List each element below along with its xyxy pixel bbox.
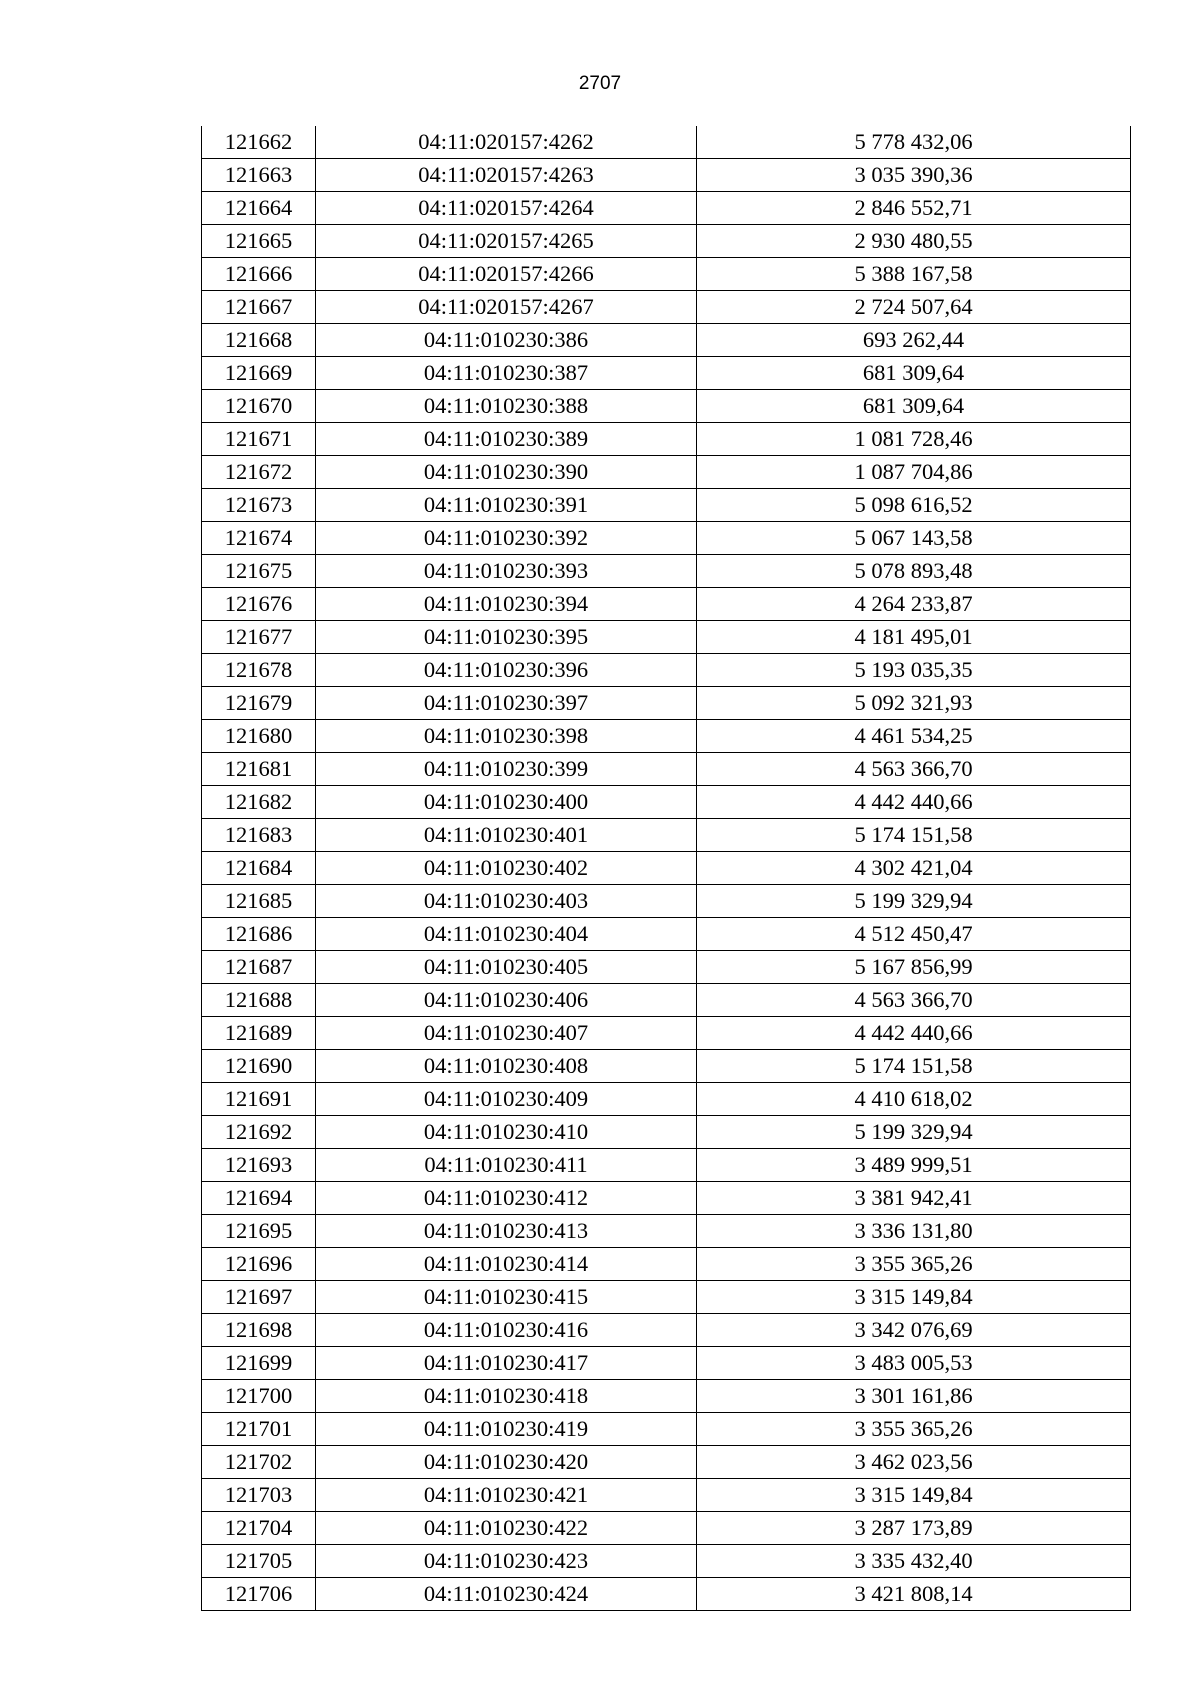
value-cell: 681 309,64 [697, 357, 1131, 390]
table-row [202, 1413, 1131, 1446]
cadastral-number-cell: 04:11:010230:390 [316, 456, 697, 489]
row-number-cell: 121666 [202, 258, 316, 291]
row-number-cell: 121662 [202, 126, 316, 159]
value-cell: 4 461 534,25 [697, 720, 1131, 753]
value-cell: 5 098 616,52 [697, 489, 1131, 522]
value-cell: 3 355 365,26 [697, 1413, 1131, 1446]
table-row [202, 1512, 1131, 1545]
table-row [202, 1347, 1131, 1380]
value-cell: 4 563 366,70 [697, 984, 1131, 1017]
table-row [202, 456, 1131, 489]
cadastral-number-cell: 04:11:010230:403 [316, 885, 697, 918]
table-row [202, 720, 1131, 753]
page-number: 2707 [578, 73, 622, 94]
table-row [202, 819, 1131, 852]
cadastral-number-cell: 04:11:010230:395 [316, 621, 697, 654]
cadastral-number-cell: 04:11:010230:417 [316, 1347, 697, 1380]
row-number-cell: 121682 [202, 786, 316, 819]
table-row [202, 1083, 1131, 1116]
cadastral-number-cell: 04:11:010230:421 [316, 1479, 697, 1512]
cadastral-number-cell: 04:11:010230:387 [316, 357, 697, 390]
value-cell: 3 342 076,69 [697, 1314, 1131, 1347]
table-row [202, 324, 1131, 357]
cadastral-number-cell: 04:11:010230:408 [316, 1050, 697, 1083]
value-cell: 5 174 151,58 [697, 1050, 1131, 1083]
row-number-cell: 121663 [202, 159, 316, 192]
cadastral-number-cell: 04:11:010230:411 [316, 1149, 697, 1182]
row-number-cell: 121677 [202, 621, 316, 654]
cadastral-number-cell: 04:11:020157:4265 [316, 225, 697, 258]
cadastral-number-cell: 04:11:010230:422 [316, 1512, 697, 1545]
value-cell: 693 262,44 [697, 324, 1131, 357]
value-cell: 4 302 421,04 [697, 852, 1131, 885]
value-cell: 5 778 432,06 [697, 126, 1131, 159]
table-row [202, 1578, 1131, 1611]
cadastral-number-cell: 04:11:010230:419 [316, 1413, 697, 1446]
table-row [202, 291, 1131, 324]
cadastral-number-cell: 04:11:010230:388 [316, 390, 697, 423]
row-number-cell: 121698 [202, 1314, 316, 1347]
table-row [202, 258, 1131, 291]
value-cell: 5 199 329,94 [697, 885, 1131, 918]
cadastral-number-cell: 04:11:010230:400 [316, 786, 697, 819]
cadastral-number-cell: 04:11:010230:420 [316, 1446, 697, 1479]
row-number-cell: 121695 [202, 1215, 316, 1248]
value-cell: 5 092 321,93 [697, 687, 1131, 720]
cadastral-number-cell: 04:11:010230:407 [316, 1017, 697, 1050]
table-row [202, 423, 1131, 456]
value-cell: 3 462 023,56 [697, 1446, 1131, 1479]
cadastral-number-cell: 04:11:010230:409 [316, 1083, 697, 1116]
table-row [202, 192, 1131, 225]
value-cell: 681 309,64 [697, 390, 1131, 423]
table-row [202, 621, 1131, 654]
cadastral-number-cell: 04:11:010230:397 [316, 687, 697, 720]
value-cell: 5 167 856,99 [697, 951, 1131, 984]
cadastral-number-cell: 04:11:010230:410 [316, 1116, 697, 1149]
row-number-cell: 121694 [202, 1182, 316, 1215]
value-cell: 3 035 390,36 [697, 159, 1131, 192]
value-cell: 2 724 507,64 [697, 291, 1131, 324]
row-number-cell: 121675 [202, 555, 316, 588]
table-row [202, 1149, 1131, 1182]
table-row [202, 885, 1131, 918]
table-row [202, 1479, 1131, 1512]
cadastral-number-cell: 04:11:010230:414 [316, 1248, 697, 1281]
row-number-cell: 121696 [202, 1248, 316, 1281]
row-number-cell: 121700 [202, 1380, 316, 1413]
table-row [202, 588, 1131, 621]
value-cell: 5 388 167,58 [697, 258, 1131, 291]
value-cell: 4 512 450,47 [697, 918, 1131, 951]
row-number-cell: 121699 [202, 1347, 316, 1380]
cadastral-number-cell: 04:11:010230:418 [316, 1380, 697, 1413]
cadastral-number-cell: 04:11:020157:4267 [316, 291, 697, 324]
table-row [202, 984, 1131, 1017]
cadastral-number-cell: 04:11:010230:402 [316, 852, 697, 885]
cadastral-number-cell: 04:11:020157:4266 [316, 258, 697, 291]
row-number-cell: 121687 [202, 951, 316, 984]
table-row [202, 522, 1131, 555]
table-row [202, 225, 1131, 258]
cadastral-number-cell: 04:11:010230:394 [316, 588, 697, 621]
cadastral-number-cell: 04:11:020157:4262 [316, 126, 697, 159]
value-cell: 3 483 005,53 [697, 1347, 1131, 1380]
row-number-cell: 121704 [202, 1512, 316, 1545]
cadastral-number-cell: 04:11:010230:391 [316, 489, 697, 522]
row-number-cell: 121683 [202, 819, 316, 852]
row-number-cell: 121676 [202, 588, 316, 621]
row-number-cell: 121705 [202, 1545, 316, 1578]
value-cell: 1 081 728,46 [697, 423, 1131, 456]
row-number-cell: 121681 [202, 753, 316, 786]
value-cell: 2 930 480,55 [697, 225, 1131, 258]
cadastral-number-cell: 04:11:010230:404 [316, 918, 697, 951]
table-row [202, 1281, 1131, 1314]
row-number-cell: 121701 [202, 1413, 316, 1446]
cadastral-number-cell: 04:11:010230:412 [316, 1182, 697, 1215]
value-cell: 3 301 161,86 [697, 1380, 1131, 1413]
value-cell: 1 087 704,86 [697, 456, 1131, 489]
value-cell: 3 287 173,89 [697, 1512, 1131, 1545]
row-number-cell: 121692 [202, 1116, 316, 1149]
cadastral-number-cell: 04:11:020157:4263 [316, 159, 697, 192]
cadastral-number-cell: 04:11:010230:393 [316, 555, 697, 588]
value-cell: 4 181 495,01 [697, 621, 1131, 654]
row-number-cell: 121693 [202, 1149, 316, 1182]
value-cell: 4 410 618,02 [697, 1083, 1131, 1116]
row-number-cell: 121673 [202, 489, 316, 522]
cadastral-number-cell: 04:11:010230:398 [316, 720, 697, 753]
row-number-cell: 121690 [202, 1050, 316, 1083]
value-cell: 5 078 893,48 [697, 555, 1131, 588]
value-cell: 5 067 143,58 [697, 522, 1131, 555]
table-row [202, 1182, 1131, 1215]
row-number-cell: 121691 [202, 1083, 316, 1116]
cadastral-number-cell: 04:11:010230:423 [316, 1545, 697, 1578]
value-cell: 3 336 131,80 [697, 1215, 1131, 1248]
row-number-cell: 121697 [202, 1281, 316, 1314]
row-number-cell: 121684 [202, 852, 316, 885]
row-number-cell: 121672 [202, 456, 316, 489]
value-cell: 4 442 440,66 [697, 1017, 1131, 1050]
cadastral-number-cell: 04:11:010230:389 [316, 423, 697, 456]
row-number-cell: 121674 [202, 522, 316, 555]
table-row [202, 654, 1131, 687]
cadastral-number-cell: 04:11:010230:415 [316, 1281, 697, 1314]
table-row [202, 390, 1131, 423]
row-number-cell: 121706 [202, 1578, 316, 1611]
value-cell: 2 846 552,71 [697, 192, 1131, 225]
table-row [202, 687, 1131, 720]
table-row [202, 1017, 1131, 1050]
value-cell: 3 315 149,84 [697, 1281, 1131, 1314]
value-cell: 3 489 999,51 [697, 1149, 1131, 1182]
row-number-cell: 121686 [202, 918, 316, 951]
value-cell: 3 335 432,40 [697, 1545, 1131, 1578]
table-row [202, 1314, 1131, 1347]
table-row [202, 1050, 1131, 1083]
cadastral-number-cell: 04:11:010230:392 [316, 522, 697, 555]
table-row [202, 852, 1131, 885]
table-row [202, 357, 1131, 390]
registry-table [201, 126, 1131, 1611]
row-number-cell: 121685 [202, 885, 316, 918]
table-row [202, 951, 1131, 984]
value-cell: 4 563 366,70 [697, 753, 1131, 786]
value-cell: 4 264 233,87 [697, 588, 1131, 621]
cadastral-number-cell: 04:11:010230:396 [316, 654, 697, 687]
cadastral-number-cell: 04:11:010230:405 [316, 951, 697, 984]
row-number-cell: 121669 [202, 357, 316, 390]
cadastral-number-cell: 04:11:020157:4264 [316, 192, 697, 225]
cadastral-number-cell: 04:11:010230:386 [316, 324, 697, 357]
cadastral-number-cell: 04:11:010230:406 [316, 984, 697, 1017]
row-number-cell: 121671 [202, 423, 316, 456]
value-cell: 3 381 942,41 [697, 1182, 1131, 1215]
cadastral-number-cell: 04:11:010230:399 [316, 753, 697, 786]
row-number-cell: 121688 [202, 984, 316, 1017]
cadastral-number-cell: 04:11:010230:424 [316, 1578, 697, 1611]
value-cell: 5 193 035,35 [697, 654, 1131, 687]
row-number-cell: 121678 [202, 654, 316, 687]
cadastral-number-cell: 04:11:010230:413 [316, 1215, 697, 1248]
table-row [202, 786, 1131, 819]
value-cell: 4 442 440,66 [697, 786, 1131, 819]
value-cell: 3 421 808,14 [697, 1578, 1131, 1611]
cadastral-number-cell: 04:11:010230:416 [316, 1314, 697, 1347]
table-row [202, 489, 1131, 522]
row-number-cell: 121703 [202, 1479, 316, 1512]
cadastral-number-cell: 04:11:010230:401 [316, 819, 697, 852]
value-cell: 3 315 149,84 [697, 1479, 1131, 1512]
value-cell: 5 199 329,94 [697, 1116, 1131, 1149]
table-row [202, 1215, 1131, 1248]
table-body [202, 126, 1131, 1611]
table-row [202, 753, 1131, 786]
row-number-cell: 121668 [202, 324, 316, 357]
table-row [202, 159, 1131, 192]
row-number-cell: 121664 [202, 192, 316, 225]
row-number-cell: 121689 [202, 1017, 316, 1050]
row-number-cell: 121665 [202, 225, 316, 258]
table-row [202, 1545, 1131, 1578]
table-row [202, 918, 1131, 951]
row-number-cell: 121702 [202, 1446, 316, 1479]
row-number-cell: 121670 [202, 390, 316, 423]
row-number-cell: 121679 [202, 687, 316, 720]
table-row [202, 126, 1131, 159]
row-number-cell: 121680 [202, 720, 316, 753]
value-cell: 3 355 365,26 [697, 1248, 1131, 1281]
value-cell: 5 174 151,58 [697, 819, 1131, 852]
table-row [202, 1248, 1131, 1281]
row-number-cell: 121667 [202, 291, 316, 324]
table-row [202, 1380, 1131, 1413]
table-row [202, 1446, 1131, 1479]
table-row [202, 1116, 1131, 1149]
table-row [202, 555, 1131, 588]
